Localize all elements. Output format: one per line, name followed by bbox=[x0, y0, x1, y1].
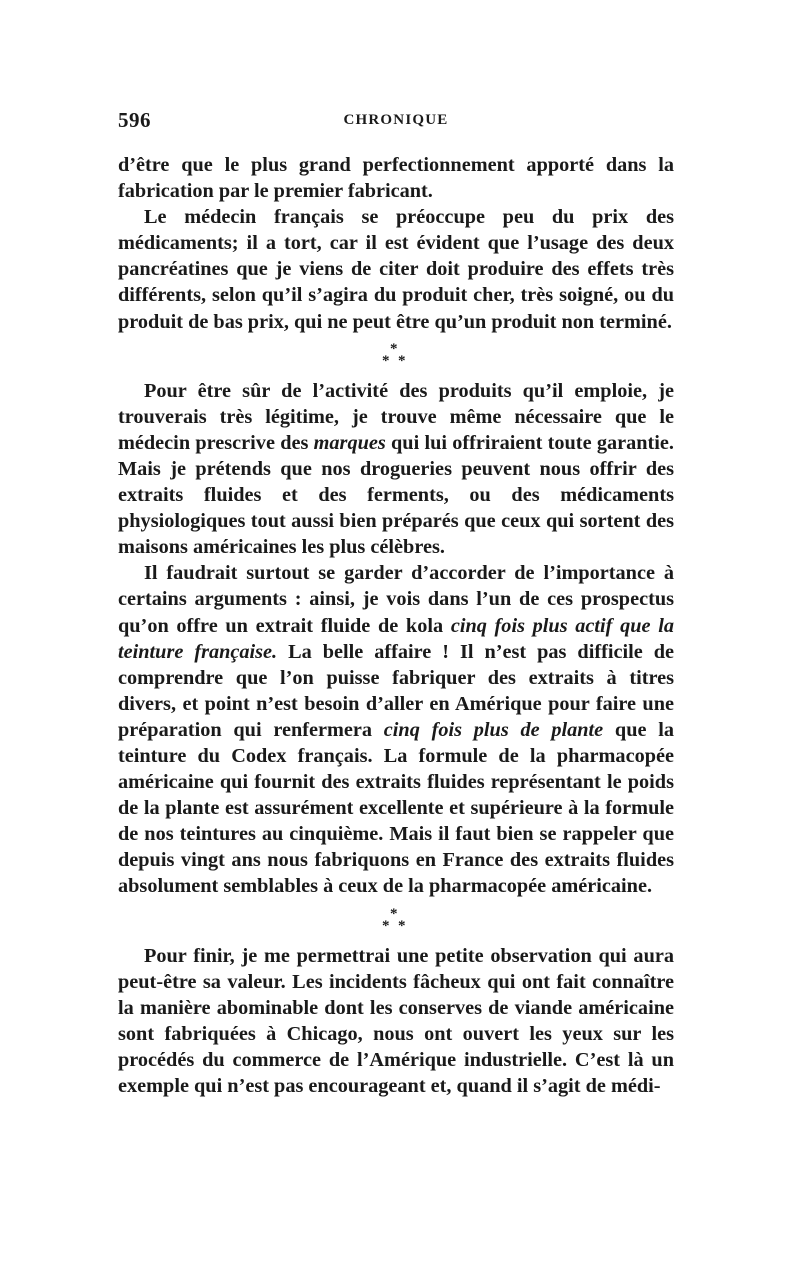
paragraph-4 bbox=[118, 560, 674, 899]
paragraph-3-text: Pour être sûr de l’activité des produits qu’il emploie, je trouverais très légitime, je trouve même nécessaire que le médecin prescrive des bbox=[118, 379, 674, 454]
paragraph-4-text: que la teinture du Codex français. La formule de la pharmacopée américaine qui fournit des extraits fluides représentant le poids de la plante est assurément excellente et supérieure à la formule de nos teintures au cinquième. Mais il faut bien se rappeler que depuis vingt ans nous fabriquons en France des extraits fluides absolument semblables à ceux de la pharmacopée américaine. bbox=[118, 718, 674, 898]
asterisk-mark: * bbox=[398, 352, 406, 369]
paragraph-5: Pour finir, je me permettrai une petite observation qui aura peut-être sa valeur. Les incidents fâcheux qui ont fait connaître la manière abominable dont les conserves de viande américaine sont fabriquées à Chicago, nous ont ouvert les yeux sur les procédés du commerce de l’Amérique industrielle. C’est là un exemple qui n’est pas encourageant et, quand il s’agit de médi- bbox=[118, 944, 674, 1097]
page-number: 596 bbox=[118, 108, 151, 132]
body-text bbox=[118, 152, 674, 1099]
page-header bbox=[118, 108, 674, 138]
asterisk-mark: * bbox=[390, 340, 398, 357]
paragraph-4-italic: cinq fois plus actif que la teinture française. bbox=[118, 614, 674, 663]
asterisk-mark: * bbox=[382, 917, 390, 934]
paragraph-4-italic: cinq fois plus de plante bbox=[383, 718, 604, 741]
paragraph-4-text: La belle affaire ! Il n’est pas difficile de comprendre que l’on puisse fabriquer des extraits à titres divers, et point n’est besoin d’aller en Amérique pour faire une préparation qui renfermera bbox=[118, 640, 674, 741]
paragraph-3-italic: marques bbox=[313, 431, 386, 454]
paragraph-3-text: qui lui offriraient toute garantie. Mais je prétends que nos drogueries peuvent nous offrir des extraits fluides et des ferments, ou des médicaments physiologiques tout aussi bien préparés que ceux qui sortent des maisons américaines les plus célèbres. bbox=[118, 431, 674, 559]
running-title: CHRONIQUE bbox=[343, 112, 449, 128]
section-separator-2 bbox=[118, 901, 674, 943]
section-separator-1 bbox=[118, 336, 674, 378]
asterisk-mark: * bbox=[390, 905, 398, 922]
paragraph-2: Le médecin français se préoccupe peu du prix des médicaments; il a tort, car il est évident que l’usage des deux pancréatines que je viens de citer doit produire des effets très différents, selon qu’il s’agira du produit cher, très soigné, ou du produit de bas prix, qui ne peut être qu’un produit non terminé. bbox=[118, 206, 674, 333]
paragraph-1: d’être que le plus grand perfectionnement apporté dans la fabrication par le premier fabricant. bbox=[118, 154, 674, 203]
asterisk-mark: * bbox=[398, 917, 406, 934]
asterisk-mark: * bbox=[382, 352, 390, 369]
paragraph-3 bbox=[118, 378, 674, 561]
paragraph-4-text: Il faudrait surtout se garder d’accorder de l’importance à certains arguments : ainsi, je vois dans l’un de ces prospectus qu’on offre un extrait fluide de kola bbox=[118, 562, 674, 637]
